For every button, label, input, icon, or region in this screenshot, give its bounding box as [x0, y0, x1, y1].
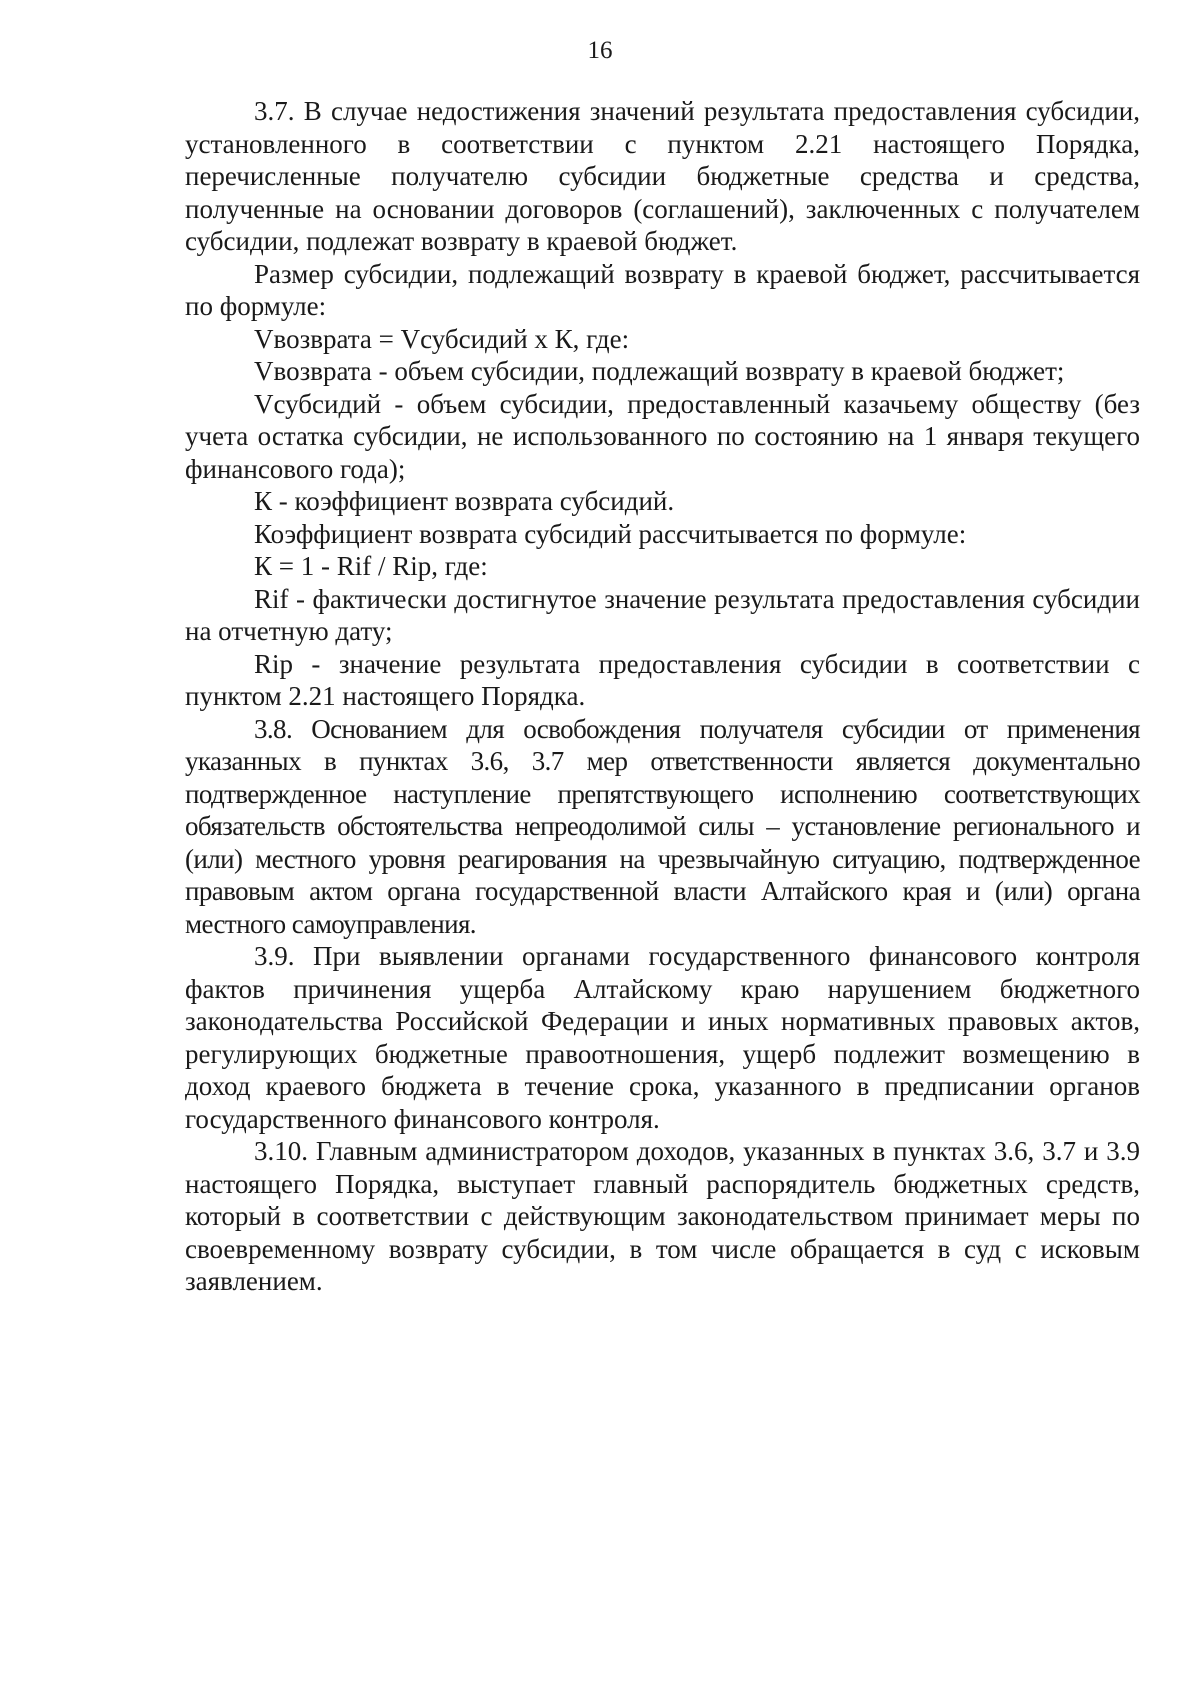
document-body: [185, 95, 1140, 1298]
paragraph-refund-size: Размер субсидии, подлежащий возврату в краевой бюджет, рассчитывается по формуле:: [185, 258, 1140, 321]
definition-v-subsidy: Vсубсидий - объем субсидии, предоставленный казачьему обществу (без учета остатка субсидии, не использованного по состоянию на 1 января текущего финансового года);: [185, 388, 1140, 484]
paragraph-3-7: 3.7. В случае недостижения значений результата предоставления субсидии, установленного в соответствии с пунктом 2.21 настоящего Порядка, перечисленные получателю субсидии бюджетные средства и средства, полученные на основании договоров (соглашений), заключенных с получателем субсидии, подлежат возврату в краевой бюджет.: [185, 96, 1140, 256]
paragraph-3-9: 3.9. При выявлении органами государственного финансового контроля фактов причинения ущерба Алтайскому краю нарушением бюджетного законодательства Российской Федерации и иных нормативных правовых актов, регулирующих бюджетные правоотношения, ущерб подлежит возмещению в доход краевого бюджета в течение срока, указанного в предписании органов государственного финансового контроля.: [185, 941, 1140, 1134]
paragraph-coefficient-formula: Коэффициент возврата субсидий рассчитывается по формуле:: [254, 518, 967, 549]
formula-coefficient: К = 1 - Rif / Rip, где:: [254, 551, 488, 581]
definition-k: К - коэффициент возврата субсидий.: [254, 486, 675, 516]
definition-v-refund: Vвозврата - объем субсидии, подлежащий возврату в краевой бюджет;: [254, 356, 1065, 386]
page-number: 16: [587, 37, 613, 64]
formula-refund-volume: Vвозврата = Vсубсидий х К, где:: [254, 323, 630, 354]
paragraph-3-8: 3.8. Основанием для освобождения получателя субсидии от применения указанных в пунктах 3.6, 3.7 мер ответственности является документально подтвержденное наступление препятствующего исполнению соответствующих обязательств обстоятельства непреодолимой силы – установление регионального и (или) местного уровня реагирования на чрезвычайную ситуацию, подтвержденное правовым актом органа государственной власти Алтайского края и (или) органа местного самоуправления.: [185, 713, 1140, 939]
definition-rif: Rif - фактически достигнутое значение результата предоставления субсидии на отчетную дату;: [185, 583, 1140, 646]
definition-rip: Rip - значение результата предоставления субсидии в соответствии с пунктом 2.21 настоящего Порядка.: [185, 648, 1140, 711]
paragraph-3-10: 3.10. Главным администратором доходов, указанных в пунктах 3.6, 3.7 и 3.9 настоящего Порядка, выступает главный распорядитель бюджетных средств, который в соответствии с действующим законодательством принимает меры по своевременному возврату субсидии, в том числе обращается в суд с исковым заявлением.: [185, 1136, 1140, 1296]
